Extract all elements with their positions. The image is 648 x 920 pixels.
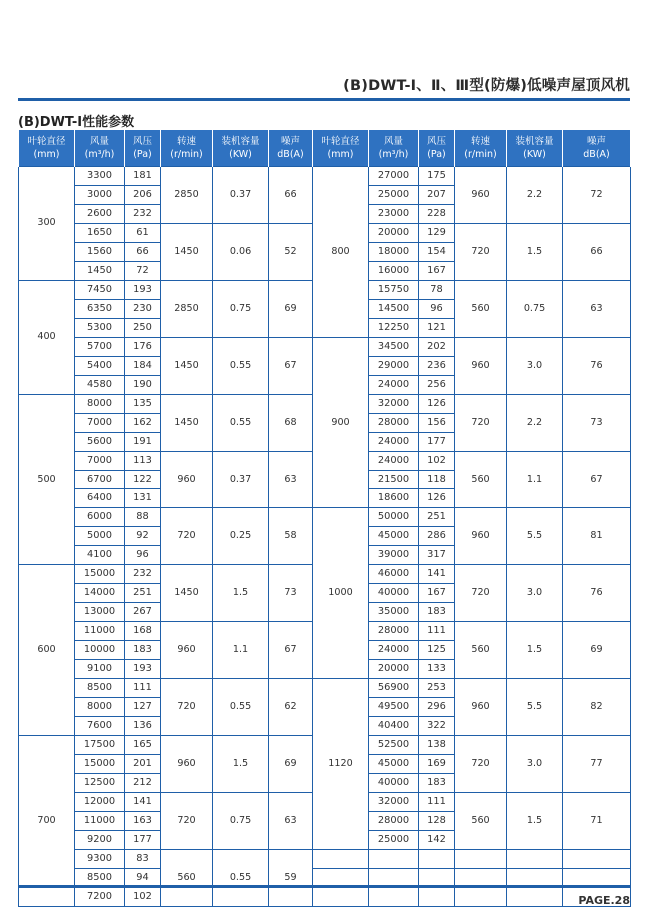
power-cell: 2.2 — [507, 167, 563, 224]
speed-cell: 560 — [455, 622, 507, 679]
table-row — [19, 508, 631, 527]
noise-cell: 76 — [563, 565, 631, 622]
column-header — [269, 130, 313, 167]
airflow-cell: 12000 — [75, 792, 125, 811]
speed-cell: 720 — [161, 508, 213, 565]
airflow-cell: 21500 — [369, 470, 419, 489]
speed-cell: 960 — [455, 508, 507, 565]
airflow-cell: 7000 — [75, 413, 125, 432]
airflow-cell: 6400 — [75, 489, 125, 508]
pressure-cell: 102 — [125, 887, 161, 906]
power-cell: 0.55 — [213, 679, 269, 736]
power-cell: 2.2 — [507, 394, 563, 451]
pressure-cell: 267 — [125, 603, 161, 622]
airflow-cell: 7450 — [75, 280, 125, 299]
speed-cell: 720 — [455, 565, 507, 622]
impeller-diameter-cell: 1000 — [313, 508, 369, 679]
airflow-cell: 7600 — [75, 717, 125, 736]
pressure-cell: 250 — [125, 318, 161, 337]
speed-cell: 720 — [455, 394, 507, 451]
speed-cell: 2850 — [161, 167, 213, 224]
table-body — [19, 167, 631, 907]
power-cell: 0.75 — [507, 280, 563, 337]
pressure-cell: 88 — [125, 508, 161, 527]
airflow-cell: 40000 — [369, 584, 419, 603]
pressure-cell: 184 — [125, 356, 161, 375]
pressure-cell: 127 — [125, 698, 161, 717]
pressure-cell: 177 — [419, 432, 455, 451]
pressure-cell: 177 — [125, 830, 161, 849]
speed-cell: 720 — [161, 679, 213, 736]
impeller-diameter-cell: 1120 — [313, 679, 369, 850]
table-row — [19, 167, 631, 186]
speed-cell: 560 — [455, 792, 507, 849]
airflow-cell: 24000 — [369, 432, 419, 451]
empty-cell — [419, 849, 455, 868]
table-row — [19, 337, 631, 356]
column-header — [455, 130, 507, 167]
power-cell: 3.0 — [507, 565, 563, 622]
airflow-cell: 45000 — [369, 755, 419, 774]
pressure-cell: 206 — [125, 185, 161, 204]
noise-cell: 73 — [269, 565, 313, 622]
speed-cell: 960 — [161, 622, 213, 679]
column-header — [125, 130, 161, 167]
airflow-cell: 1560 — [75, 242, 125, 261]
airflow-cell: 8500 — [75, 868, 125, 887]
pressure-cell: 118 — [419, 470, 455, 489]
airflow-cell: 24000 — [369, 451, 419, 470]
pressure-cell: 317 — [419, 546, 455, 565]
airflow-cell: 28000 — [369, 622, 419, 641]
noise-cell: 69 — [269, 280, 313, 337]
column-header-line: (m³/h) — [378, 149, 409, 160]
pressure-cell: 162 — [125, 413, 161, 432]
pressure-cell: 201 — [125, 755, 161, 774]
column-header-line: (Pa) — [427, 149, 446, 160]
airflow-cell: 52500 — [369, 736, 419, 755]
airflow-cell: 11000 — [75, 811, 125, 830]
noise-cell: 63 — [269, 792, 313, 849]
pressure-cell: 133 — [419, 660, 455, 679]
power-cell: 0.37 — [213, 167, 269, 224]
speed-cell: 1450 — [161, 337, 213, 394]
column-header-line: 噪声 — [280, 136, 300, 147]
noise-cell: 77 — [563, 736, 631, 793]
airflow-cell: 40400 — [369, 717, 419, 736]
section-title: (B)DWT-Ⅰ性能参数 — [18, 115, 135, 130]
power-cell: 1.5 — [507, 792, 563, 849]
pressure-cell: 322 — [419, 717, 455, 736]
airflow-cell: 20000 — [369, 660, 419, 679]
airflow-cell: 15000 — [75, 565, 125, 584]
impeller-diameter-cell: 500 — [19, 394, 75, 565]
column-header — [161, 130, 213, 167]
power-cell: 1.5 — [507, 622, 563, 679]
power-cell: 1.5 — [213, 565, 269, 622]
airflow-cell: 16000 — [369, 261, 419, 280]
pressure-cell: 122 — [125, 470, 161, 489]
empty-cell — [507, 849, 563, 868]
pressure-cell: 141 — [419, 565, 455, 584]
pressure-cell: 190 — [125, 375, 161, 394]
noise-cell: 68 — [269, 394, 313, 451]
empty-cell — [313, 849, 369, 868]
pressure-cell: 183 — [125, 641, 161, 660]
power-cell: 0.75 — [213, 280, 269, 337]
pressure-cell: 129 — [419, 223, 455, 242]
performance-table — [18, 130, 631, 907]
page-number: PAGE.28 — [578, 894, 630, 907]
pressure-cell: 167 — [419, 261, 455, 280]
pressure-cell: 232 — [125, 204, 161, 223]
airflow-cell: 18000 — [369, 242, 419, 261]
power-cell: 0.75 — [213, 792, 269, 849]
column-header-line: 风量 — [89, 136, 109, 147]
airflow-cell: 4100 — [75, 546, 125, 565]
pressure-cell: 138 — [419, 736, 455, 755]
airflow-cell: 18600 — [369, 489, 419, 508]
column-header-line: dB(A) — [583, 149, 610, 160]
page-title: (B)DWT-Ⅰ、Ⅱ、Ⅲ型(防爆)低噪声屋顶风机 — [343, 78, 630, 94]
empty-cell — [419, 887, 455, 906]
airflow-cell: 40000 — [369, 774, 419, 793]
pressure-cell: 136 — [125, 717, 161, 736]
airflow-cell: 7200 — [75, 887, 125, 906]
airflow-cell: 49500 — [369, 698, 419, 717]
table-row — [19, 887, 631, 906]
power-cell: 1.5 — [213, 736, 269, 793]
airflow-cell: 9200 — [75, 830, 125, 849]
pressure-cell: 78 — [419, 280, 455, 299]
footer-rule — [18, 885, 630, 888]
airflow-cell: 6000 — [75, 508, 125, 527]
airflow-cell: 24000 — [369, 641, 419, 660]
pressure-cell: 111 — [419, 622, 455, 641]
pressure-cell: 212 — [125, 774, 161, 793]
pressure-cell: 183 — [419, 603, 455, 622]
pressure-cell: 176 — [125, 337, 161, 356]
noise-cell: 52 — [269, 223, 313, 280]
pressure-cell: 163 — [125, 811, 161, 830]
speed-cell: 2850 — [161, 280, 213, 337]
airflow-cell: 1650 — [75, 223, 125, 242]
pressure-cell: 169 — [419, 755, 455, 774]
airflow-cell: 23000 — [369, 204, 419, 223]
noise-cell: 63 — [269, 451, 313, 508]
power-cell: 1.5 — [507, 223, 563, 280]
airflow-cell: 9100 — [75, 660, 125, 679]
airflow-cell: 2600 — [75, 204, 125, 223]
empty-cell — [313, 887, 369, 906]
pressure-cell: 135 — [125, 394, 161, 413]
airflow-cell: 35000 — [369, 603, 419, 622]
power-cell: 1.1 — [213, 622, 269, 679]
speed-cell: 560 — [455, 280, 507, 337]
column-header — [75, 130, 125, 167]
column-header-line: 转速 — [470, 136, 490, 147]
pressure-cell: 286 — [419, 527, 455, 546]
noise-cell: 67 — [269, 337, 313, 394]
noise-cell: 71 — [563, 792, 631, 849]
column-header-line: (KW) — [523, 149, 546, 160]
noise-cell: 59 — [269, 849, 313, 906]
airflow-cell: 32000 — [369, 792, 419, 811]
pressure-cell: 96 — [125, 546, 161, 565]
airflow-cell: 7000 — [75, 451, 125, 470]
pressure-cell: 113 — [125, 451, 161, 470]
speed-cell: 960 — [161, 451, 213, 508]
speed-cell: 960 — [455, 337, 507, 394]
pressure-cell: 168 — [125, 622, 161, 641]
airflow-cell: 6700 — [75, 470, 125, 489]
header-rule — [18, 98, 630, 101]
pressure-cell: 232 — [125, 565, 161, 584]
impeller-diameter-cell: 800 — [313, 167, 369, 338]
airflow-cell: 14000 — [75, 584, 125, 603]
column-header-line: (mm) — [33, 149, 60, 160]
speed-cell: 1450 — [161, 223, 213, 280]
airflow-cell: 32000 — [369, 394, 419, 413]
noise-cell: 66 — [563, 223, 631, 280]
column-header-line: 噪声 — [586, 136, 606, 147]
pressure-cell: 193 — [125, 660, 161, 679]
airflow-cell: 6350 — [75, 299, 125, 318]
airflow-cell: 1450 — [75, 261, 125, 280]
column-header-line: (r/min) — [464, 149, 497, 160]
airflow-cell: 50000 — [369, 508, 419, 527]
airflow-cell: 12250 — [369, 318, 419, 337]
pressure-cell: 253 — [419, 679, 455, 698]
noise-cell: 67 — [269, 622, 313, 679]
pressure-cell: 228 — [419, 204, 455, 223]
pressure-cell: 125 — [419, 641, 455, 660]
airflow-cell: 13000 — [75, 603, 125, 622]
power-cell: 0.55 — [213, 849, 269, 906]
pressure-cell: 111 — [125, 679, 161, 698]
pressure-cell: 66 — [125, 242, 161, 261]
impeller-diameter-cell: 900 — [313, 337, 369, 508]
table-header-row — [19, 130, 631, 167]
pressure-cell: 96 — [419, 299, 455, 318]
airflow-cell: 11000 — [75, 622, 125, 641]
pressure-cell: 142 — [419, 830, 455, 849]
noise-cell: 76 — [563, 337, 631, 394]
speed-cell: 960 — [455, 679, 507, 736]
pressure-cell: 175 — [419, 167, 455, 186]
speed-cell: 1450 — [161, 394, 213, 451]
speed-cell: 560 — [161, 849, 213, 906]
power-cell: 0.37 — [213, 451, 269, 508]
airflow-cell: 28000 — [369, 811, 419, 830]
empty-cell — [455, 887, 507, 906]
pressure-cell: 251 — [419, 508, 455, 527]
pressure-cell: 296 — [419, 698, 455, 717]
column-header-line: 风压 — [426, 136, 446, 147]
airflow-cell: 5000 — [75, 527, 125, 546]
power-cell: 5.5 — [507, 679, 563, 736]
column-header — [369, 130, 419, 167]
speed-cell: 960 — [455, 167, 507, 224]
speed-cell: 1450 — [161, 565, 213, 622]
pressure-cell: 141 — [125, 792, 161, 811]
airflow-cell: 8000 — [75, 698, 125, 717]
column-header-line: 装机容量 — [221, 136, 260, 147]
power-cell: 0.55 — [213, 337, 269, 394]
noise-cell: 69 — [563, 622, 631, 679]
column-header-line: 风压 — [132, 136, 152, 147]
airflow-cell: 24000 — [369, 375, 419, 394]
noise-cell: 66 — [269, 167, 313, 224]
pressure-cell: 83 — [125, 849, 161, 868]
column-header-line: 叶轮直径 — [321, 136, 360, 147]
table-row — [19, 679, 631, 698]
airflow-cell: 34500 — [369, 337, 419, 356]
column-header-line: (m³/h) — [84, 149, 115, 160]
impeller-diameter-cell: 300 — [19, 167, 75, 281]
power-cell: 0.06 — [213, 223, 269, 280]
pressure-cell: 92 — [125, 527, 161, 546]
speed-cell: 720 — [455, 223, 507, 280]
noise-cell: 62 — [269, 679, 313, 736]
airflow-cell: 27000 — [369, 167, 419, 186]
airflow-cell: 5700 — [75, 337, 125, 356]
speed-cell: 720 — [455, 736, 507, 793]
pressure-cell: 191 — [125, 432, 161, 451]
speed-cell: 960 — [161, 736, 213, 793]
empty-cell — [507, 887, 563, 906]
pressure-cell: 61 — [125, 223, 161, 242]
pressure-cell: 111 — [419, 792, 455, 811]
pressure-cell: 126 — [419, 489, 455, 508]
pressure-cell: 193 — [125, 280, 161, 299]
airflow-cell: 8000 — [75, 394, 125, 413]
airflow-cell: 56900 — [369, 679, 419, 698]
airflow-cell: 28000 — [369, 413, 419, 432]
impeller-diameter-cell: 600 — [19, 565, 75, 736]
power-cell: 0.25 — [213, 508, 269, 565]
airflow-cell: 15750 — [369, 280, 419, 299]
airflow-cell: 25000 — [369, 185, 419, 204]
pressure-cell: 165 — [125, 736, 161, 755]
column-header-line: dB(A) — [277, 149, 304, 160]
pressure-cell: 121 — [419, 318, 455, 337]
airflow-cell: 5300 — [75, 318, 125, 337]
empty-cell — [563, 849, 631, 868]
power-cell: 1.1 — [507, 451, 563, 508]
column-header-line: (mm) — [327, 149, 354, 160]
airflow-cell: 39000 — [369, 546, 419, 565]
pressure-cell: 236 — [419, 356, 455, 375]
empty-cell — [369, 887, 419, 906]
pressure-cell: 230 — [125, 299, 161, 318]
column-header — [313, 130, 369, 167]
pressure-cell: 251 — [125, 584, 161, 603]
airflow-cell: 12500 — [75, 774, 125, 793]
pressure-cell: 256 — [419, 375, 455, 394]
empty-cell — [455, 849, 507, 868]
pressure-cell: 94 — [125, 868, 161, 887]
column-header-line: 装机容量 — [515, 136, 554, 147]
pressure-cell: 102 — [419, 451, 455, 470]
column-header — [507, 130, 563, 167]
airflow-cell: 25000 — [369, 830, 419, 849]
column-header-line: (KW) — [229, 149, 252, 160]
column-header — [563, 130, 631, 167]
pressure-cell: 207 — [419, 185, 455, 204]
airflow-cell: 8500 — [75, 679, 125, 698]
noise-cell: 63 — [563, 280, 631, 337]
impeller-diameter-cell: 400 — [19, 280, 75, 394]
airflow-cell: 17500 — [75, 736, 125, 755]
airflow-cell: 14500 — [369, 299, 419, 318]
noise-cell: 69 — [269, 736, 313, 793]
pressure-cell: 126 — [419, 394, 455, 413]
power-cell: 0.55 — [213, 394, 269, 451]
column-header-line: 叶轮直径 — [27, 136, 66, 147]
airflow-cell: 5600 — [75, 432, 125, 451]
pressure-cell: 128 — [419, 811, 455, 830]
pressure-cell: 183 — [419, 774, 455, 793]
noise-cell: 73 — [563, 394, 631, 451]
power-cell: 3.0 — [507, 337, 563, 394]
speed-cell: 720 — [161, 792, 213, 849]
column-header — [213, 130, 269, 167]
airflow-cell: 3000 — [75, 185, 125, 204]
column-header-line: 风量 — [383, 136, 403, 147]
column-header-line: (r/min) — [170, 149, 203, 160]
noise-cell: 58 — [269, 508, 313, 565]
pressure-cell: 181 — [125, 167, 161, 186]
column-header — [19, 130, 75, 167]
speed-cell: 560 — [455, 451, 507, 508]
column-header-line: 转速 — [176, 136, 196, 147]
airflow-cell: 5400 — [75, 356, 125, 375]
airflow-cell: 45000 — [369, 527, 419, 546]
table-row — [19, 849, 631, 868]
airflow-cell: 20000 — [369, 223, 419, 242]
pressure-cell: 167 — [419, 584, 455, 603]
empty-cell — [369, 849, 419, 868]
pressure-cell: 156 — [419, 413, 455, 432]
column-header — [419, 130, 455, 167]
airflow-cell: 9300 — [75, 849, 125, 868]
power-cell: 3.0 — [507, 736, 563, 793]
impeller-diameter-cell: 700 — [19, 736, 75, 907]
pressure-cell: 154 — [419, 242, 455, 261]
airflow-cell: 29000 — [369, 356, 419, 375]
pressure-cell: 72 — [125, 261, 161, 280]
power-cell: 5.5 — [507, 508, 563, 565]
noise-cell: 72 — [563, 167, 631, 224]
column-header-line: (Pa) — [133, 149, 152, 160]
pressure-cell: 202 — [419, 337, 455, 356]
noise-cell: 81 — [563, 508, 631, 565]
airflow-cell: 10000 — [75, 641, 125, 660]
airflow-cell: 3300 — [75, 167, 125, 186]
noise-cell: 82 — [563, 679, 631, 736]
airflow-cell: 4580 — [75, 375, 125, 394]
noise-cell: 67 — [563, 451, 631, 508]
airflow-cell: 15000 — [75, 755, 125, 774]
airflow-cell: 46000 — [369, 565, 419, 584]
pressure-cell: 131 — [125, 489, 161, 508]
